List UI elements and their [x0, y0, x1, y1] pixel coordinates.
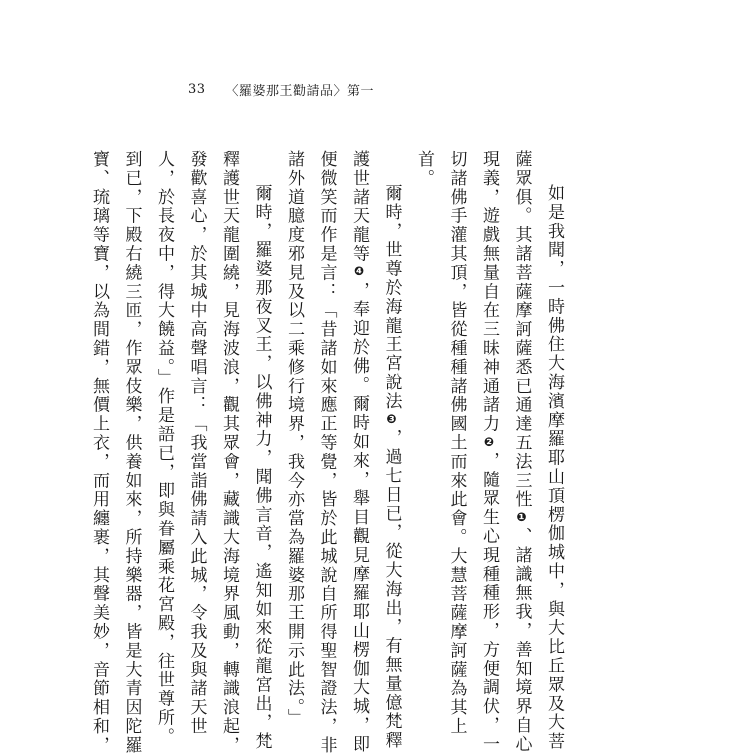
text-column: 寶、琉璃等寶，以為間錯，無價上衣，而用纏裹，其聲美妙，音節相和， [89, 150, 109, 755]
text-column: 發歡喜心，於其城中高聲唱言：「我當詣佛請入此城，令我及與諸天世 [186, 150, 207, 736]
text-column: 便微笑而作是言：「昔諸如來應正等覺，皆於此城說自所得聖智證法，非 [316, 150, 337, 755]
text-column: 現義，遊戲無量自在三昧神通諸力❷，隨眾生心現種種形，方便調伏，一 [479, 150, 499, 754]
running-header [188, 78, 374, 100]
text-column: 到已，下殿右繞三匝，作眾伎樂，供養如來，所持樂器，皆是大青因陀羅 [121, 150, 142, 755]
text-column: 爾時，世尊於海龍王宮說法❸，過七日已，從大海出，有無量億梵釋 [381, 184, 402, 751]
chapter-title: 〈羅婆那王勸請品〉第一 [225, 83, 375, 99]
footnote-marker-icon: ❸ [384, 411, 399, 428]
text-column: 如是我聞，一時佛住大海濱摩羅耶山頂楞伽城中，與大比丘眾及大菩 [544, 184, 564, 751]
text-column: 護世諸天龍等❹，奉迎於佛。爾時如來，舉目觀見摩羅耶山楞伽大城，即 [349, 150, 369, 754]
footnote-marker-icon: ❶ [514, 510, 529, 527]
text-column: 切諸佛手灌其頂，皆從種種諸佛國土而來此會。大慧菩薩摩訶薩為其上 [446, 150, 467, 736]
text-column: 首。 [414, 150, 434, 188]
text-column: 釋護世天龍圍繞，見海波浪，觀其眾會，藏識大海境界風動，轉識浪起， [219, 150, 239, 755]
footnote-marker-icon: ❹ [352, 264, 366, 281]
text-column: 爾時，羅婆那夜叉王，以佛神力，聞佛言音，遙知如來從龍宮出，梵 [251, 184, 272, 751]
text-column: 薩眾俱。其諸菩薩摩訶薩悉已通達五法三性❶、諸識無我，善知境界自心 [511, 150, 532, 754]
text-column: 諸外道臆度邪見及以二乘修行境界，我今亦當為羅婆那王開示此法。」 [284, 150, 304, 728]
sutra-text-body [83, 150, 571, 755]
footnote-marker-icon: ❷ [482, 434, 496, 451]
page-number: 33 [188, 81, 206, 97]
text-column: 人，於長夜中，得大饒益。」作是語已，即與眷屬乘花宮殿，往世尊所。 [154, 150, 174, 747]
